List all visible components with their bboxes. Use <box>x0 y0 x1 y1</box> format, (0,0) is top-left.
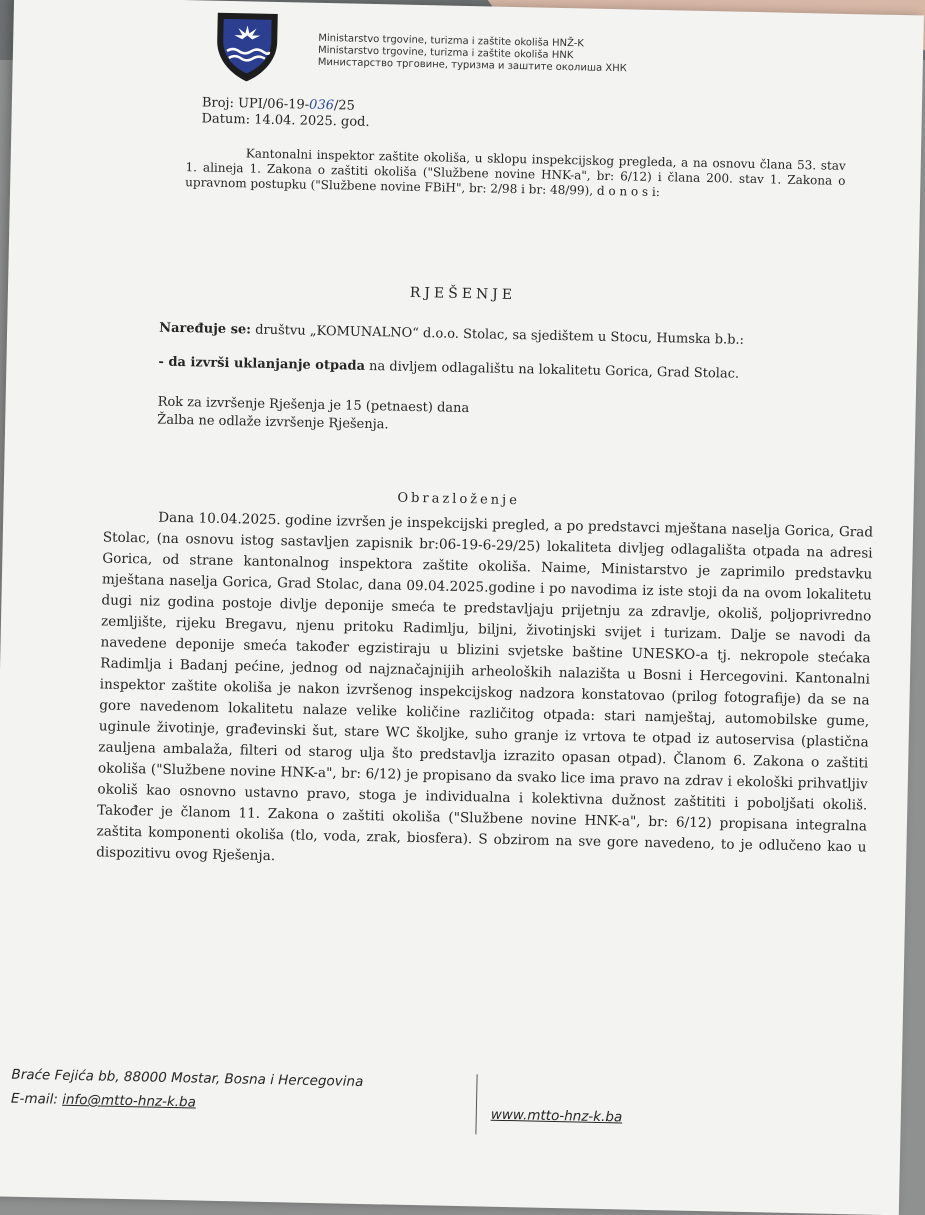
reference-date: Datum: 14.04. 2025. god. <box>201 111 370 130</box>
order-lead: Naređuje se: društvu „KOMUNALNO“ d.o.o. Stolac, sa sjedištem u Stocu, Humska b.b.: <box>159 320 745 348</box>
email-link[interactable]: info@mtto-hnz-k.ba <box>62 1091 197 1111</box>
explanation-paragraph: Dana 10.04.2025. godine izvršen je inspekcijski pregled, a po predstavci mještana naselja Gorica, Grad Stolac, (na osnovu istog sastavljen zapisnik br:06-19-6-29/25) lokaliteta divljeg odlagališta otpada na adresi Gorica, od strane kantonalnog inspektora zaštite okoliša. Naime, Ministarstvo je zaprimilo predstavku mještana naselja Gorica, Grad Stolac, dana 09.04.2025.godine i po navodima iz iste stoji da na ovom lokalitetu dugi niz godina postoje divlje deponije smeća te predstavljaju prijetnju za zdravlje, okoliš, poljoprivredno zemljište, rijeku Bregavu, njenu pritoku Radimlju, biljni, životinjski svijet i turizam. Dalje se navodi da navedene deponije smeća također egzistiraju u blizini svjetske baštine UNESKO-a tj. nekropole stećaka Radimlja i Badanj pećine, jednog od najznačajnijih arheoloških nalazišta u Bosni i Hercegovini. Kantonalni inspektor zaštite okoliša je nakon izvršenog inspekcijskog nadzora konstatovao (prilog fotografije) da se na gore navedenom lokalitetu nalaze velike količine različitog otpada: stari namještaj, automobilske gume, uginule životinje, građevinski šut, stare WC školjke, suho granje iz vrtova te otpad iz autoservisa (plastična zauljena ambalaža, filteri od starog ulja što predstavlja izrazito opasan otpad). Članom 6. Zakona o zaštiti okoliša ("Službene novine HNK-a", br: 6/12) je propisano da svako lice ima pravo na zdrav i ekološki prihvatljiv okoliš kao osnovno ustavno pravo, stoga je individualna i kolektivna dužnost zaštititi i poboljšati okoliš. Također je članom 11. Zakona o zaštiti okoliša ("Službene novine HNK-a", br: 6/12) propisana integralna zaštita komponenti okoliša (tlo, voda, zrak, biosfera). S obzirom na sve gore navedeno, to je odlučeno kao u dispozitivu ovog Rješenja. <box>96 509 874 865</box>
title-rjesenje: RJEŠENJE <box>409 284 517 304</box>
order-deadline: Rok za izvršenje Rješenja je 15 (petnaest) dana <box>157 394 470 417</box>
footer-address: Braće Fejića bb, 88000 Mostar, Bosna i Hercegovina <box>11 1066 364 1091</box>
crest-logo-icon <box>202 10 291 84</box>
website-link[interactable]: www.mtto-hnz-k.ba <box>490 1106 623 1126</box>
footer-divider <box>475 1074 477 1134</box>
footer-email: E-mail: info@mtto-hnz-k.ba <box>10 1090 197 1111</box>
ministry-name-line: Ministarstvo trgovine, turizma i zaštite okoliša HNŽ-K <box>318 32 584 50</box>
ministry-name-line: Министарство трговине, туризма и заштите околиша ХНК <box>317 56 627 75</box>
order-task: - da izvrši uklanjanje otpada na divljem odlagalištu na lokalitetu Gorica, Grad Stolac. <box>158 354 740 382</box>
intro-paragraph: Kantonalni inspektor zaštite okoliša, u sklopu inspekcijskog pregleda, a na osnovu člana 53. stav 1. alineja 1. Zakona o zaštiti okoliša ("Službene novine HNK-a", br: 6/12) i člana 200. stav 1. Zakona o upravnom postupku ("Službene novine FBiH", br: 2/98 i br: 48/99), d o n o s i: <box>185 146 846 200</box>
order-appeal: Žalba ne odlaže izvršenje Rješenja. <box>157 412 389 433</box>
ministry-name-block <box>318 33 628 75</box>
letter-footer <box>10 1065 892 1126</box>
handwritten-number: 036 <box>308 97 335 114</box>
ministry-name-line: Ministarstvo trgovine, turizma i zaštite okoliša HNK <box>317 44 574 62</box>
order-block <box>157 300 850 454</box>
reference-block <box>201 95 370 131</box>
reference-number: Broj: UPI/06-19-036/25 <box>201 95 356 114</box>
title-obrazlozenje: Obrazloženje <box>397 490 521 509</box>
